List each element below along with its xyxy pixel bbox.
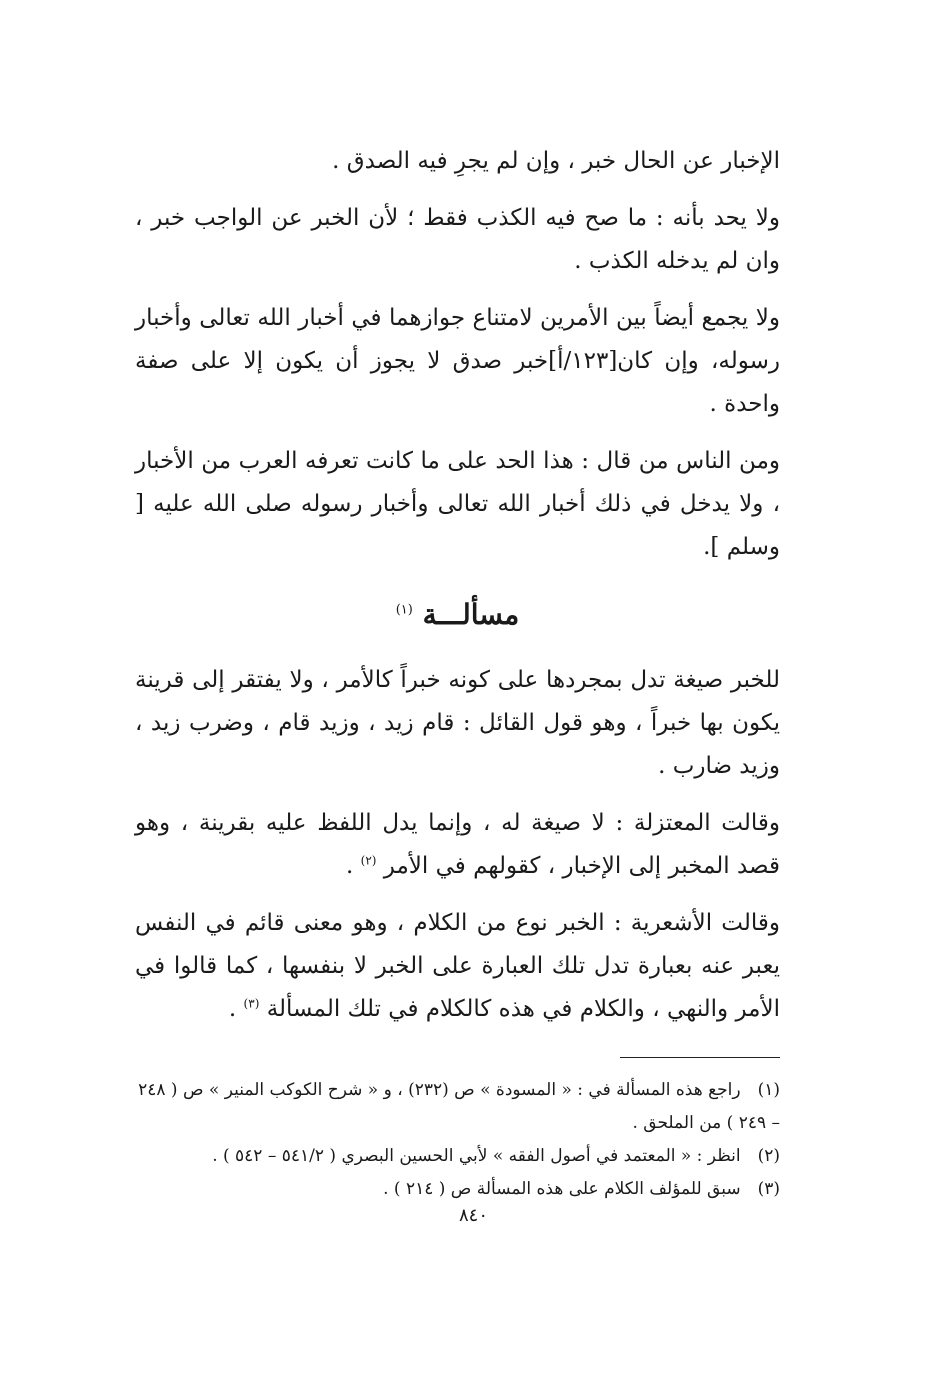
section-heading	[135, 593, 780, 637]
footnote	[135, 1140, 780, 1173]
footnote	[135, 1074, 780, 1140]
paragraph	[135, 659, 780, 788]
footnote-number: (٢)	[757, 1146, 780, 1166]
paragraph: ومن الناس من قال : هذا الحد على ما كانت تعرفه العرب من الأخبار ، ولا يدخل في ذلك أخبار الله تعالى وأخبار رسوله صلى الله عليه [ وسلم ].	[135, 448, 780, 560]
page-number: ٨٤٠	[458, 1205, 488, 1226]
section-heading-title: مسألـــة	[422, 598, 520, 631]
footnote	[135, 1173, 780, 1206]
footnote-text: سبق للمؤلف الكلام على هذه المسألة ص ( ٢١٤ ) .	[383, 1179, 741, 1199]
footnote-divider	[620, 1057, 780, 1058]
paragraph: ولا يجمع أيضاً بين الأمرين لامتناع جوازهما في أخبار الله تعالى وأخبار رسوله، وإن كان[١٢٣/أ]خبر صدق لا يجوز أن يكون إلا على صفة واحدة .	[135, 305, 780, 417]
paragraph-tail: .	[346, 853, 361, 879]
paragraph-tail: .	[228, 996, 244, 1022]
footnote-ref: (١)	[395, 602, 413, 618]
page-body	[135, 140, 780, 1206]
footnote-ref: (٢)	[360, 853, 377, 868]
paragraph	[135, 802, 780, 888]
paragraph: الإخبار عن الحال خبر ، وإن لم يجرِ فيه الصدق .	[332, 148, 780, 174]
footnote-text: انظر : « المعتمد في أصول الفقه » لأبي الحسين البصري ( ٥٤١/٢ – ٥٤٢ ) .	[212, 1146, 741, 1166]
footnote-number: (١)	[757, 1080, 780, 1100]
paragraph-text: وقالت المعتزلة : لا صيغة له ، وإنما يدل اللفظ عليه بقرينة ، وهو قصد المخبر إلى الإخبار ، كقولهم في الأمر	[135, 810, 780, 879]
paragraph-text: وقالت الأشعرية : الخبر نوع من الكلام ، وهو معنى قائم في النفس يعبر عنه بعبارة تدل تلك العبارة على الخبر لا بنفسها ، كما قالوا في الأمر والنهي ، والكلام في هذه كالكلام في تلك المسألة	[135, 910, 780, 1022]
paragraph	[135, 902, 780, 1031]
footnote-text: راجع هذه المسألة في : « المسودة » ص (٢٣٢) ، و « شرح الكوكب المنير » ص ( ٢٤٨ – ٢٤٩ ) من الملحق .	[138, 1080, 780, 1133]
paragraph: ولا يحد بأنه : ما صح فيه الكذب فقط ؛ لأن الخبر عن الواجب خبر ، وان لم يدخله الكذب .	[135, 205, 780, 274]
footnote-number: (٣)	[757, 1179, 780, 1199]
footnote-ref: (٣)	[243, 996, 260, 1011]
paragraph-text: للخبر صيغة تدل بمجردها على كونه خبراً كالأمر ، ولا يفتقر إلى قرينة يكون بها خبراً ، وهو قول القائل : قام زيد ، وزيد قام ، وضرب زيد ، وزيد ضارب .	[135, 667, 780, 779]
